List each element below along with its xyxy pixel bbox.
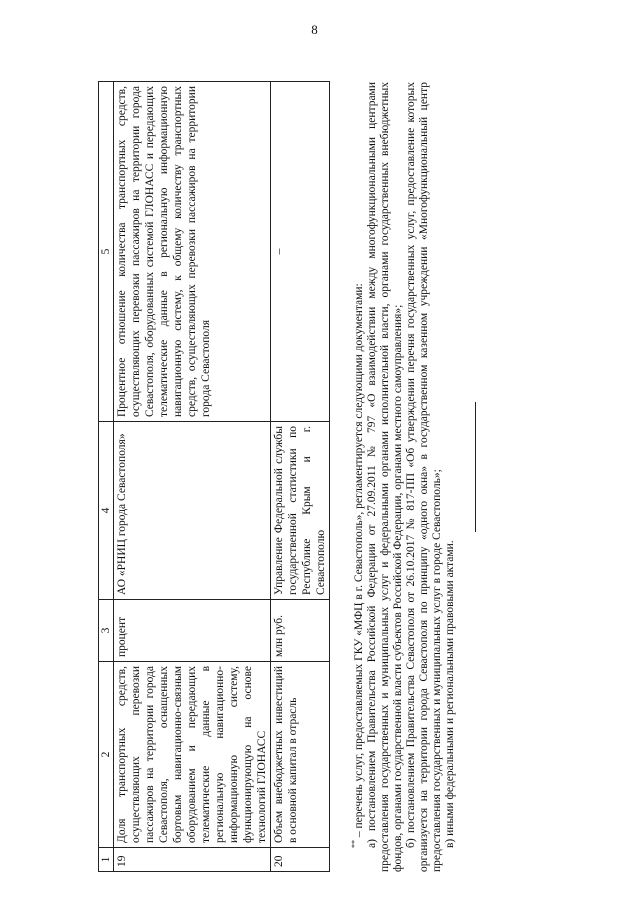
header-cell: 2 (99, 662, 114, 848)
unit-cell: процент (114, 600, 271, 662)
method-cell: – (271, 82, 330, 422)
rotated-content (98, 62, 528, 872)
indicator-name: Объем внебюджетных инвестиций в основной капитал в отрасль (271, 662, 330, 848)
unit-cell: млн руб. (271, 600, 330, 662)
footnotes (348, 82, 457, 872)
footnote-item-b: б) постановлением Правительства Севастополя от 26.10.2017 № 817-ПП «Об утверждении перечня государственных услуг, предоставление которых организуется на территории города Севастополя по принципу «одного окна» в государственном казенном учреждении «Многофункциональный центр предоставления государственных и муниципальных услуг в городе Севастополь»; (404, 82, 443, 872)
indicator-name: Доля транспортных средств, осуществляющих перевозки пассажиров на территории города Севастополя, оснащенных бортовым навигационно-связным оборудованием и передающих телематические данные в региональную навигационно-информационную систему, функционирующую на основе технологий ГЛОНАСС (114, 662, 271, 848)
row-number: 19 (114, 848, 271, 872)
footnote-intro-text: – перечень услуг, предоставляемых ГКУ «МФЦ в г. Севастополь», регламентируется следующими документами: (352, 283, 365, 840)
footnote-marker: ** (350, 840, 359, 848)
header-cell: 1 (99, 848, 114, 872)
footnote-item-a: а) постановлением Правительства Российской Федерации от 27.09.2011 № 797 «О взаимодействии между многофункциональными центрами предоставления государственных и муниципальных услуг и федеральными органами исполнительной власти, органами государственных внебюджетных фондов, органами государственной власти субъектов Российской Федерации, органами местного самоуправления»; (365, 82, 404, 872)
header-cell: 4 (99, 422, 114, 600)
page-number: 8 (311, 22, 318, 37)
row-number: 20 (271, 848, 330, 872)
footnote-item-c: в) иными федеральными и региональными правовыми актами. (443, 540, 456, 848)
table-row (114, 82, 271, 872)
header-cell: 5 (99, 82, 114, 422)
table-row (271, 82, 330, 872)
method-cell: Процентное отношение количества транспортных средств, осуществляющих перевозки пассажиров на территории города Севастополя, оборудованных системой ГЛОНАСС и передающих телематические данные в региональную информационную навигационную систему, к общему количеству транспортных средств, осуществляющих перевозки пассажиров на территории города Севастополя (114, 82, 271, 422)
separator-line (475, 402, 476, 532)
header-cell: 3 (99, 600, 114, 662)
footnote-intro (348, 82, 366, 872)
responsible-cell: АО «РНИЦ города Севастополя» (114, 422, 271, 600)
table-header-row (99, 82, 114, 872)
indicators-table (98, 81, 330, 872)
responsible-cell: Управление Федеральной службы государственной статистики по Республике Крым и г. Севастополю (271, 422, 330, 600)
